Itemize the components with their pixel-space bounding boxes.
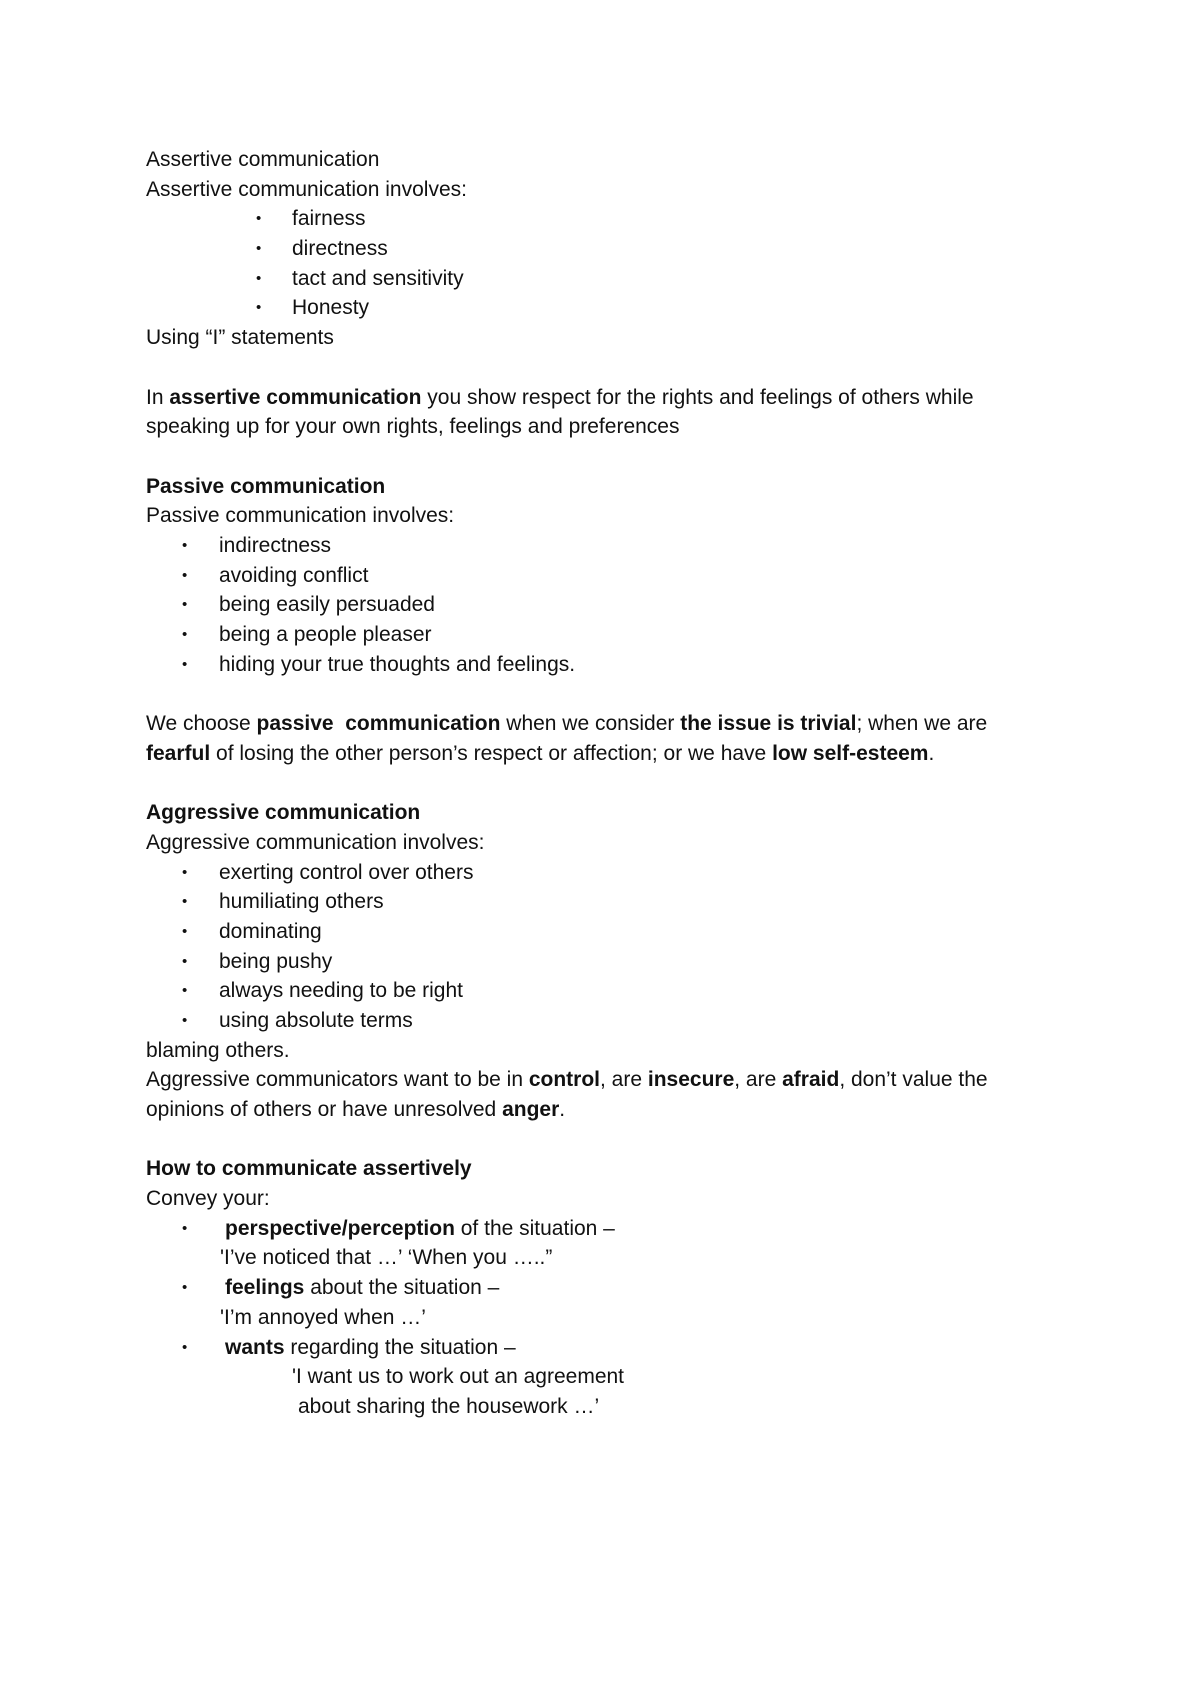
list-item: • being a people pleaser <box>146 620 1066 650</box>
bullet-icon: • <box>182 655 188 673</box>
bullet-icon: • <box>182 596 188 614</box>
bullet-icon: • <box>182 893 188 911</box>
assertive-intro: Assertive communication involves: <box>146 177 467 201</box>
section-title-assertive: Assertive communication <box>146 148 380 171</box>
list-item: • being easily persuaded <box>146 590 1066 620</box>
bullet-icon: • <box>182 982 188 1000</box>
assertive-paragraph-line: speaking up for your own rights, feelings and preferences <box>146 415 680 439</box>
list-item: • directness <box>146 234 1066 264</box>
list-item: • always needing to be right <box>146 976 1066 1006</box>
aggressive-paragraph-line: Aggressive communicators want to be in control, are insecure, are afraid, don’t value the <box>146 1068 988 1092</box>
list-item: • wants regarding the situation – <box>146 1333 1066 1363</box>
list-item: • perspective/perception of the situation – <box>146 1214 1066 1244</box>
example-quote: 'I’ve noticed that …’ ‘When you …..” <box>220 1246 553 1270</box>
how-to-intro: Convey your: <box>146 1187 270 1211</box>
bullet-icon: • <box>182 1219 188 1237</box>
bullet-icon: • <box>182 952 188 970</box>
bullet-icon: • <box>182 626 188 643</box>
section-title-passive: Passive communication <box>146 474 386 498</box>
bullet-icon: • <box>182 1011 188 1029</box>
list-item: • hiding your true thoughts and feelings. <box>146 650 1066 680</box>
example-quote: 'I want us to work out an agreement <box>292 1365 625 1389</box>
document-page <box>146 145 1066 1422</box>
bullet-icon: • <box>182 863 188 881</box>
bullet-icon: • <box>182 1279 188 1297</box>
aggressive-intro: Aggressive communication involves: <box>146 830 485 854</box>
list-item: • Honesty <box>146 293 1066 323</box>
passive-intro: Passive communication involves: <box>146 504 455 528</box>
section-title-aggressive: Aggressive communication <box>146 801 421 825</box>
example-quote: 'I’m annoyed when …’ <box>220 1305 426 1329</box>
list-item: • fairness <box>146 204 1066 234</box>
list-item: • avoiding conflict <box>146 561 1066 591</box>
bullet-icon: • <box>256 269 262 287</box>
bullet-icon: • <box>182 1338 188 1356</box>
bullet-icon: • <box>256 299 262 317</box>
section-title-how-to: How to communicate assertively <box>146 1157 472 1181</box>
assertive-paragraph-line: In assertive communication you show respect for the rights and feelings of others while <box>146 385 974 409</box>
passive-paragraph-line: fearful of losing the other person’s respect or affection; or we have low self-esteem. <box>146 741 935 765</box>
list-item: • feelings about the situation – <box>146 1273 1066 1303</box>
i-statements-note: Using “I” statements <box>146 326 334 350</box>
bullet-icon: • <box>182 566 188 584</box>
example-quote: about sharing the housework …’ <box>298 1394 600 1418</box>
passive-paragraph-line: We choose passive communication when we consider the issue is trivial; when we are <box>146 712 988 736</box>
bullet-icon: • <box>182 536 188 554</box>
bullet-icon: • <box>182 922 188 940</box>
list-item: • tact and sensitivity <box>146 264 1066 294</box>
bullet-icon: • <box>256 240 262 258</box>
aggressive-paragraph-line: opinions of others or have unresolved anger. <box>146 1098 566 1121</box>
list-item: • dominating <box>146 917 1066 947</box>
aggressive-after-list: blaming others. <box>146 1038 290 1062</box>
list-item: • being pushy <box>146 947 1066 977</box>
bullet-icon: • <box>256 210 262 228</box>
list-item: • using absolute terms <box>146 1006 1066 1036</box>
list-item: • indirectness <box>146 531 1066 561</box>
list-item: • humiliating others <box>146 887 1066 917</box>
list-item: • exerting control over others <box>146 858 1066 888</box>
